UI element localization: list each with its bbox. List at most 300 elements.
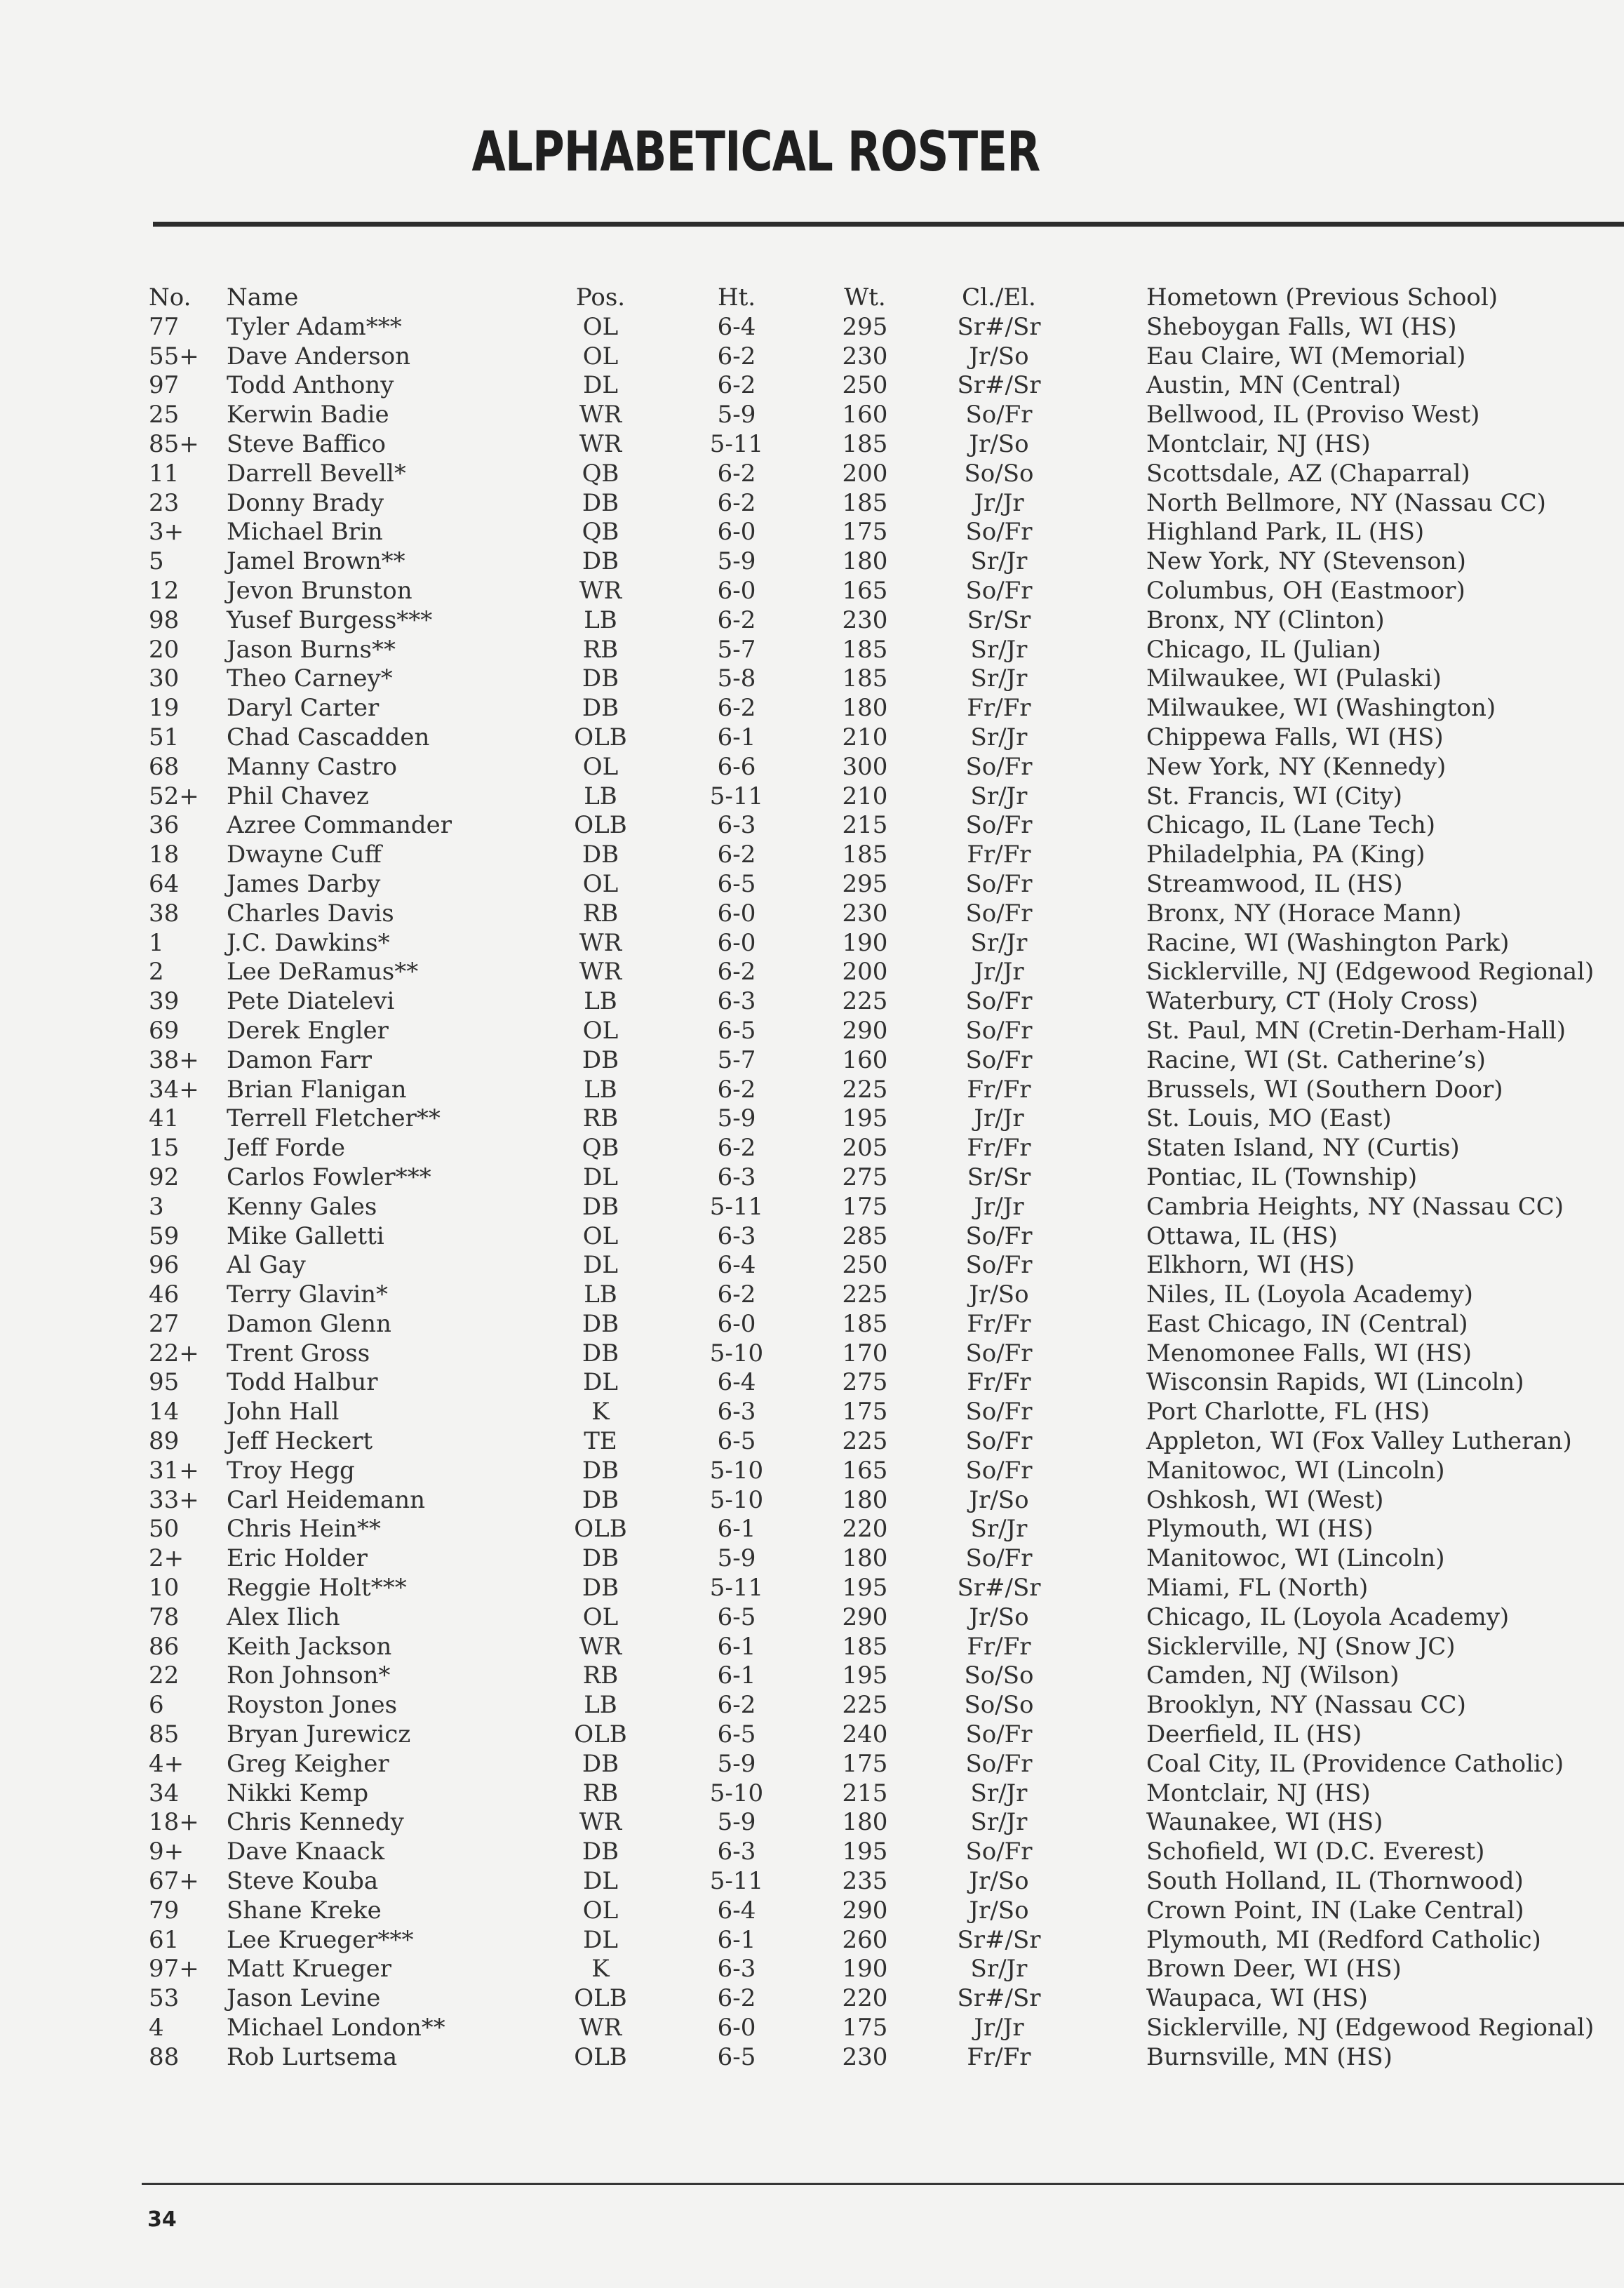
player-name: Jason Burns** bbox=[227, 635, 396, 664]
player-height: 5-11 bbox=[709, 1192, 764, 1221]
player-height: 6-0 bbox=[717, 899, 756, 928]
player-number: 98 bbox=[149, 606, 180, 634]
header-number: No. bbox=[149, 283, 192, 312]
player-weight: 230 bbox=[842, 2042, 888, 2071]
player-hometown: Waterbury, CT (Holy Cross) bbox=[1146, 987, 1479, 1016]
player-hometown: Manitowoc, WI (Lincoln) bbox=[1146, 1544, 1445, 1573]
player-height: 6-4 bbox=[717, 312, 756, 341]
player-hometown: Schofield, WI (D.C. Everest) bbox=[1146, 1838, 1485, 1866]
player-weight: 195 bbox=[842, 1104, 888, 1133]
table-row bbox=[0, 1633, 1624, 1662]
player-number: 1 bbox=[149, 928, 164, 957]
page-title: ALPHABETICAL ROSTER bbox=[471, 121, 1040, 184]
player-class-eligibility: Sr#/Sr bbox=[957, 1925, 1041, 1954]
player-position: QB bbox=[582, 459, 619, 488]
player-weight: 165 bbox=[842, 1456, 888, 1485]
player-number: 41 bbox=[149, 1104, 180, 1133]
player-weight: 285 bbox=[842, 1222, 888, 1250]
player-position: OL bbox=[582, 1016, 619, 1045]
player-number: 59 bbox=[149, 1222, 180, 1250]
player-class-eligibility: Fr/Fr bbox=[967, 694, 1031, 723]
player-hometown: East Chicago, IN (Central) bbox=[1146, 1309, 1468, 1338]
player-number: 5 bbox=[149, 547, 164, 576]
player-number: 27 bbox=[149, 1309, 180, 1338]
player-class-eligibility: So/Fr bbox=[965, 1456, 1033, 1485]
player-name: Darrell Bevell* bbox=[227, 459, 406, 488]
player-name: Chad Cascadden bbox=[227, 723, 430, 751]
player-number: 97+ bbox=[149, 1955, 199, 1983]
player-position: QB bbox=[582, 1134, 619, 1163]
player-number: 86 bbox=[149, 1632, 180, 1661]
player-weight: 175 bbox=[842, 2014, 888, 2042]
player-class-eligibility: Sr/Jr bbox=[970, 547, 1028, 576]
player-class-eligibility: Sr/Jr bbox=[970, 635, 1028, 664]
player-height: 5-7 bbox=[717, 635, 756, 664]
player-number: 68 bbox=[149, 752, 180, 781]
player-number: 34 bbox=[149, 1779, 180, 1807]
player-class-eligibility: Sr/Jr bbox=[970, 1515, 1028, 1544]
player-class-eligibility: So/Fr bbox=[965, 752, 1033, 781]
table-row bbox=[0, 1104, 1624, 1134]
player-weight: 210 bbox=[842, 782, 888, 810]
player-hometown: Brussels, WI (Southern Door) bbox=[1146, 1075, 1503, 1104]
player-weight: 290 bbox=[842, 1603, 888, 1631]
table-row bbox=[0, 1368, 1624, 1398]
player-number: 51 bbox=[149, 723, 180, 751]
player-height: 6-1 bbox=[717, 1515, 756, 1544]
player-number: 52+ bbox=[149, 782, 199, 810]
player-height: 6-5 bbox=[717, 869, 756, 898]
player-weight: 185 bbox=[842, 1309, 888, 1338]
player-hometown: Sicklerville, NJ (Snow JC) bbox=[1146, 1632, 1456, 1661]
table-header-row bbox=[0, 283, 1624, 313]
table-row bbox=[0, 1750, 1624, 1779]
player-height: 5-9 bbox=[717, 1808, 756, 1837]
player-position: WR bbox=[579, 576, 622, 605]
table-row bbox=[0, 1955, 1624, 1984]
player-name: Jevon Brunston bbox=[227, 576, 412, 605]
player-height: 6-5 bbox=[717, 1603, 756, 1631]
player-hometown: Sicklerville, NJ (Edgewood Regional) bbox=[1146, 958, 1595, 986]
player-name: Alex Ilich bbox=[227, 1603, 340, 1631]
player-weight: 230 bbox=[842, 899, 888, 928]
player-position: DB bbox=[582, 1045, 619, 1074]
player-height: 6-2 bbox=[717, 371, 756, 400]
player-weight: 175 bbox=[842, 1749, 888, 1778]
player-height: 5-11 bbox=[709, 1574, 764, 1603]
player-name: Bryan Jurewicz bbox=[227, 1720, 411, 1749]
player-number: 23 bbox=[149, 488, 180, 517]
player-height: 6-0 bbox=[717, 1309, 756, 1338]
player-number: 53 bbox=[149, 1984, 180, 2013]
player-number: 3+ bbox=[149, 518, 184, 547]
player-number: 95 bbox=[149, 1368, 180, 1397]
player-hometown: Chicago, IL (Julian) bbox=[1146, 635, 1381, 664]
player-height: 6-0 bbox=[717, 2014, 756, 2042]
table-row bbox=[0, 577, 1624, 606]
player-number: 4 bbox=[149, 2014, 164, 2042]
player-hometown: Plymouth, MI (Redford Catholic) bbox=[1146, 1925, 1541, 1954]
player-class-eligibility: So/Fr bbox=[965, 1838, 1033, 1866]
player-position: OL bbox=[582, 752, 619, 781]
player-weight: 185 bbox=[842, 664, 888, 693]
player-position: DB bbox=[582, 1309, 619, 1338]
player-height: 6-1 bbox=[717, 723, 756, 751]
player-position: WR bbox=[579, 1632, 622, 1661]
player-number: 6 bbox=[149, 1691, 164, 1720]
player-position: DB bbox=[582, 547, 619, 576]
player-weight: 225 bbox=[842, 1427, 888, 1456]
header-class-eligibility: Cl./El. bbox=[962, 283, 1036, 312]
player-number: 55+ bbox=[149, 342, 199, 370]
table-row bbox=[0, 987, 1624, 1017]
player-class-eligibility: Sr/Jr bbox=[970, 782, 1028, 810]
player-class-eligibility: Fr/Fr bbox=[967, 1134, 1031, 1163]
player-name: Damon Farr bbox=[227, 1045, 373, 1074]
player-name: Steve Kouba bbox=[227, 1867, 379, 1896]
table-row bbox=[0, 1486, 1624, 1516]
player-class-eligibility: So/Fr bbox=[965, 1339, 1033, 1367]
player-weight: 290 bbox=[842, 1016, 888, 1045]
player-number: 2 bbox=[149, 958, 164, 986]
player-class-eligibility: Sr/Jr bbox=[970, 723, 1028, 751]
player-class-eligibility: Sr/Jr bbox=[970, 664, 1028, 693]
player-weight: 240 bbox=[842, 1720, 888, 1749]
player-name: Matt Krueger bbox=[227, 1955, 392, 1983]
player-weight: 180 bbox=[842, 547, 888, 576]
player-name: Reggie Holt*** bbox=[227, 1574, 407, 1603]
player-weight: 230 bbox=[842, 342, 888, 370]
player-height: 6-4 bbox=[717, 1251, 756, 1280]
player-hometown: Philadelphia, PA (King) bbox=[1146, 841, 1425, 869]
player-height: 5-9 bbox=[717, 547, 756, 576]
player-class-eligibility: So/Fr bbox=[965, 1427, 1033, 1456]
player-number: 97 bbox=[149, 371, 180, 400]
player-weight: 300 bbox=[842, 752, 888, 781]
player-name: Todd Anthony bbox=[227, 371, 394, 400]
player-weight: 185 bbox=[842, 488, 888, 517]
player-hometown: Coal City, IL (Providence Catholic) bbox=[1146, 1749, 1564, 1778]
player-number: 46 bbox=[149, 1280, 180, 1309]
table-row bbox=[0, 342, 1624, 372]
table-row bbox=[0, 899, 1624, 929]
player-hometown: Plymouth, WI (HS) bbox=[1146, 1515, 1374, 1544]
player-position: OLB bbox=[574, 1515, 627, 1544]
player-class-eligibility: So/Fr bbox=[965, 899, 1033, 928]
player-position: RB bbox=[582, 1104, 619, 1133]
player-number: 25 bbox=[149, 401, 180, 429]
player-number: 11 bbox=[149, 459, 180, 488]
table-row bbox=[0, 1720, 1624, 1750]
page-number: 34 bbox=[147, 2207, 177, 2232]
player-height: 5-10 bbox=[709, 1779, 764, 1807]
player-height: 5-7 bbox=[717, 1045, 756, 1074]
table-row bbox=[0, 636, 1624, 665]
player-class-eligibility: So/Fr bbox=[965, 1016, 1033, 1045]
player-class-eligibility: So/Fr bbox=[965, 518, 1033, 547]
player-number: 18 bbox=[149, 841, 180, 869]
table-row bbox=[0, 1515, 1624, 1544]
player-hometown: Appleton, WI (Fox Valley Lutheran) bbox=[1146, 1427, 1572, 1456]
player-name: Dave Knaack bbox=[227, 1838, 385, 1866]
player-name: Michael London** bbox=[227, 2014, 445, 2042]
header-weight: Wt. bbox=[844, 283, 886, 312]
player-name: Jeff Forde bbox=[227, 1134, 346, 1163]
player-hometown: Racine, WI (Washington Park) bbox=[1146, 928, 1510, 957]
player-number: 50 bbox=[149, 1515, 180, 1544]
player-position: DB bbox=[582, 1574, 619, 1603]
player-position: LB bbox=[584, 1691, 617, 1720]
player-hometown: South Holland, IL (Thornwood) bbox=[1146, 1867, 1524, 1896]
player-position: WR bbox=[579, 958, 622, 986]
player-height: 6-1 bbox=[717, 1661, 756, 1690]
player-class-eligibility: Jr/Jr bbox=[974, 2014, 1024, 2042]
player-hometown: Milwaukee, WI (Pulaski) bbox=[1146, 664, 1442, 693]
player-name: Steve Baffico bbox=[227, 429, 387, 458]
player-position: DB bbox=[582, 1838, 619, 1866]
table-row bbox=[0, 1222, 1624, 1252]
player-class-eligibility: So/Fr bbox=[965, 576, 1033, 605]
player-weight: 190 bbox=[842, 1955, 888, 1983]
player-position: DB bbox=[582, 841, 619, 869]
player-hometown: Menomonee Falls, WI (HS) bbox=[1146, 1339, 1472, 1367]
table-row bbox=[0, 753, 1624, 782]
player-height: 6-3 bbox=[717, 1163, 756, 1191]
player-hometown: Crown Point, IN (Lake Central) bbox=[1146, 1896, 1524, 1925]
player-name: Michael Brin bbox=[227, 518, 383, 547]
player-weight: 175 bbox=[842, 1398, 888, 1426]
player-class-eligibility: So/Fr bbox=[965, 987, 1033, 1016]
player-hometown: Brown Deer, WI (HS) bbox=[1146, 1955, 1402, 1983]
player-height: 6-2 bbox=[717, 1984, 756, 2013]
player-name: Greg Keigher bbox=[227, 1749, 389, 1778]
player-hometown: Wisconsin Rapids, WI (Lincoln) bbox=[1146, 1368, 1524, 1397]
player-class-eligibility: Fr/Fr bbox=[967, 2042, 1031, 2071]
player-number: 30 bbox=[149, 664, 180, 693]
player-hometown: Burnsville, MN (HS) bbox=[1146, 2042, 1393, 2071]
player-position: OLB bbox=[574, 2042, 627, 2071]
player-class-eligibility: Fr/Fr bbox=[967, 1075, 1031, 1104]
player-position: WR bbox=[579, 1808, 622, 1837]
player-hometown: Sheboygan Falls, WI (HS) bbox=[1146, 312, 1457, 341]
player-hometown: Deerfield, IL (HS) bbox=[1146, 1720, 1362, 1749]
player-height: 6-5 bbox=[717, 1016, 756, 1045]
player-number: 39 bbox=[149, 987, 180, 1016]
player-weight: 225 bbox=[842, 987, 888, 1016]
player-position: WR bbox=[579, 401, 622, 429]
player-class-eligibility: So/Fr bbox=[965, 401, 1033, 429]
player-height: 6-3 bbox=[717, 811, 756, 840]
table-row bbox=[0, 1779, 1624, 1809]
player-number: 22 bbox=[149, 1661, 180, 1690]
player-class-eligibility: Sr#/Sr bbox=[957, 1984, 1041, 2013]
player-class-eligibility: So/Fr bbox=[965, 1398, 1033, 1426]
player-weight: 180 bbox=[842, 1485, 888, 1514]
player-height: 6-2 bbox=[717, 694, 756, 723]
player-class-eligibility: Sr/Jr bbox=[970, 928, 1028, 957]
player-height: 5-9 bbox=[717, 401, 756, 429]
player-position: DB bbox=[582, 1485, 619, 1514]
player-hometown: New York, NY (Stevenson) bbox=[1146, 547, 1466, 576]
player-class-eligibility: Fr/Fr bbox=[967, 841, 1031, 869]
player-number: 15 bbox=[149, 1134, 180, 1163]
player-class-eligibility: So/Fr bbox=[965, 1544, 1033, 1573]
player-position: DB bbox=[582, 1192, 619, 1221]
player-number: 67+ bbox=[149, 1867, 199, 1896]
player-number: 34+ bbox=[149, 1075, 199, 1104]
player-position: DL bbox=[583, 1368, 618, 1397]
table-row bbox=[0, 1691, 1624, 1720]
player-position: OL bbox=[582, 1222, 619, 1250]
player-class-eligibility: Jr/So bbox=[969, 429, 1029, 458]
player-name: Yusef Burgess*** bbox=[227, 606, 433, 634]
player-hometown: Manitowoc, WI (Lincoln) bbox=[1146, 1456, 1445, 1485]
table-row bbox=[0, 1017, 1624, 1046]
player-name: Todd Halbur bbox=[227, 1368, 378, 1397]
player-hometown: Montclair, NJ (HS) bbox=[1146, 1779, 1371, 1807]
player-position: WR bbox=[579, 429, 622, 458]
player-height: 6-3 bbox=[717, 1955, 756, 1983]
player-name: Chris Kennedy bbox=[227, 1808, 404, 1837]
player-class-eligibility: So/So bbox=[964, 1661, 1034, 1690]
player-weight: 225 bbox=[842, 1075, 888, 1104]
table-row bbox=[0, 811, 1624, 841]
player-weight: 230 bbox=[842, 606, 888, 634]
player-weight: 165 bbox=[842, 576, 888, 605]
player-position: RB bbox=[582, 1779, 619, 1807]
player-weight: 200 bbox=[842, 958, 888, 986]
player-number: 79 bbox=[149, 1896, 180, 1925]
table-row bbox=[0, 1427, 1624, 1457]
player-hometown: Milwaukee, WI (Washington) bbox=[1146, 694, 1496, 723]
player-position: OL bbox=[582, 342, 619, 370]
player-name: Brian Flanigan bbox=[227, 1075, 407, 1104]
player-hometown: Racine, WI (St. Catherine’s) bbox=[1146, 1045, 1486, 1074]
player-height: 6-2 bbox=[717, 958, 756, 986]
table-row bbox=[0, 664, 1624, 694]
player-number: 89 bbox=[149, 1427, 180, 1456]
table-row bbox=[0, 1603, 1624, 1633]
player-position: WR bbox=[579, 2014, 622, 2042]
player-weight: 275 bbox=[842, 1368, 888, 1397]
player-height: 6-0 bbox=[717, 576, 756, 605]
player-height: 6-2 bbox=[717, 1280, 756, 1309]
player-class-eligibility: Sr#/Sr bbox=[957, 371, 1041, 400]
player-weight: 170 bbox=[842, 1339, 888, 1367]
player-name: Carlos Fowler*** bbox=[227, 1163, 431, 1191]
player-name: Daryl Carter bbox=[227, 694, 380, 723]
player-weight: 195 bbox=[842, 1574, 888, 1603]
player-name: Theo Carney* bbox=[227, 664, 393, 693]
table-row bbox=[0, 1280, 1624, 1310]
table-row bbox=[0, 694, 1624, 723]
player-weight: 185 bbox=[842, 429, 888, 458]
player-hometown: St. Francis, WI (City) bbox=[1146, 782, 1403, 810]
table-row bbox=[0, 929, 1624, 958]
table-row bbox=[0, 1339, 1624, 1369]
player-number: 38 bbox=[149, 899, 180, 928]
player-height: 5-10 bbox=[709, 1485, 764, 1514]
player-position: OLB bbox=[574, 723, 627, 751]
player-number: 85+ bbox=[149, 429, 199, 458]
player-name: Charles Davis bbox=[227, 899, 394, 928]
player-class-eligibility: So/Fr bbox=[965, 869, 1033, 898]
player-height: 6-2 bbox=[717, 606, 756, 634]
player-hometown: St. Paul, MN (Cretin-Derham-Hall) bbox=[1146, 1016, 1566, 1045]
table-row bbox=[0, 1134, 1624, 1163]
player-height: 6-5 bbox=[717, 1720, 756, 1749]
player-name: Phil Chavez bbox=[227, 782, 369, 810]
player-name: Kenny Gales bbox=[227, 1192, 377, 1221]
player-hometown: Montclair, NJ (HS) bbox=[1146, 429, 1371, 458]
player-height: 6-1 bbox=[717, 1632, 756, 1661]
player-number: 22+ bbox=[149, 1339, 199, 1367]
player-weight: 175 bbox=[842, 1192, 888, 1221]
player-name: Jamel Brown** bbox=[227, 547, 405, 576]
player-class-eligibility: Sr/Jr bbox=[970, 1808, 1028, 1837]
table-row bbox=[0, 841, 1624, 870]
player-number: 85 bbox=[149, 1720, 180, 1749]
player-hometown: Port Charlotte, FL (HS) bbox=[1146, 1398, 1430, 1426]
player-position: DL bbox=[583, 1251, 618, 1280]
player-hometown: Scottsdale, AZ (Chaparral) bbox=[1146, 459, 1470, 488]
player-class-eligibility: So/Fr bbox=[965, 1749, 1033, 1778]
header-name: Name bbox=[227, 283, 299, 312]
player-number: 64 bbox=[149, 869, 180, 898]
player-height: 6-4 bbox=[717, 1896, 756, 1925]
player-weight: 195 bbox=[842, 1661, 888, 1690]
player-hometown: Streamwood, IL (HS) bbox=[1146, 869, 1403, 898]
player-height: 6-5 bbox=[717, 2042, 756, 2071]
player-hometown: Sicklerville, NJ (Edgewood Regional) bbox=[1146, 2014, 1595, 2042]
player-name: Al Gay bbox=[227, 1251, 306, 1280]
player-name: Manny Castro bbox=[227, 752, 398, 781]
player-number: 78 bbox=[149, 1603, 180, 1631]
player-weight: 180 bbox=[842, 694, 888, 723]
player-number: 92 bbox=[149, 1163, 180, 1191]
player-class-eligibility: Jr/So bbox=[969, 1896, 1029, 1925]
player-weight: 225 bbox=[842, 1691, 888, 1720]
player-number: 61 bbox=[149, 1925, 180, 1954]
player-name: Nikki Kemp bbox=[227, 1779, 369, 1807]
player-height: 5-11 bbox=[709, 1867, 764, 1896]
player-position: DL bbox=[583, 1867, 618, 1896]
player-name: Carl Heidemann bbox=[227, 1485, 426, 1514]
player-position: QB bbox=[582, 518, 619, 547]
player-position: LB bbox=[584, 782, 617, 810]
table-row bbox=[0, 371, 1624, 401]
player-position: DL bbox=[583, 1163, 618, 1191]
player-name: Chris Hein** bbox=[227, 1515, 381, 1544]
player-hometown: St. Louis, MO (East) bbox=[1146, 1104, 1392, 1133]
table-row bbox=[0, 1661, 1624, 1691]
player-hometown: Bronx, NY (Horace Mann) bbox=[1146, 899, 1462, 928]
player-position: RB bbox=[582, 635, 619, 664]
player-hometown: Oshkosh, WI (West) bbox=[1146, 1485, 1384, 1514]
player-class-eligibility: So/Fr bbox=[965, 1222, 1033, 1250]
player-weight: 160 bbox=[842, 1045, 888, 1074]
player-height: 6-4 bbox=[717, 1368, 756, 1397]
table-row bbox=[0, 1398, 1624, 1427]
player-weight: 195 bbox=[842, 1838, 888, 1866]
player-position: RB bbox=[582, 899, 619, 928]
player-hometown: Columbus, OH (Eastmoor) bbox=[1146, 576, 1465, 605]
player-hometown: Waupaca, WI (HS) bbox=[1146, 1984, 1368, 2013]
player-name: Kerwin Badie bbox=[227, 401, 389, 429]
player-weight: 180 bbox=[842, 1808, 888, 1837]
player-class-eligibility: Jr/So bbox=[969, 342, 1029, 370]
player-hometown: Highland Park, IL (HS) bbox=[1146, 518, 1425, 547]
